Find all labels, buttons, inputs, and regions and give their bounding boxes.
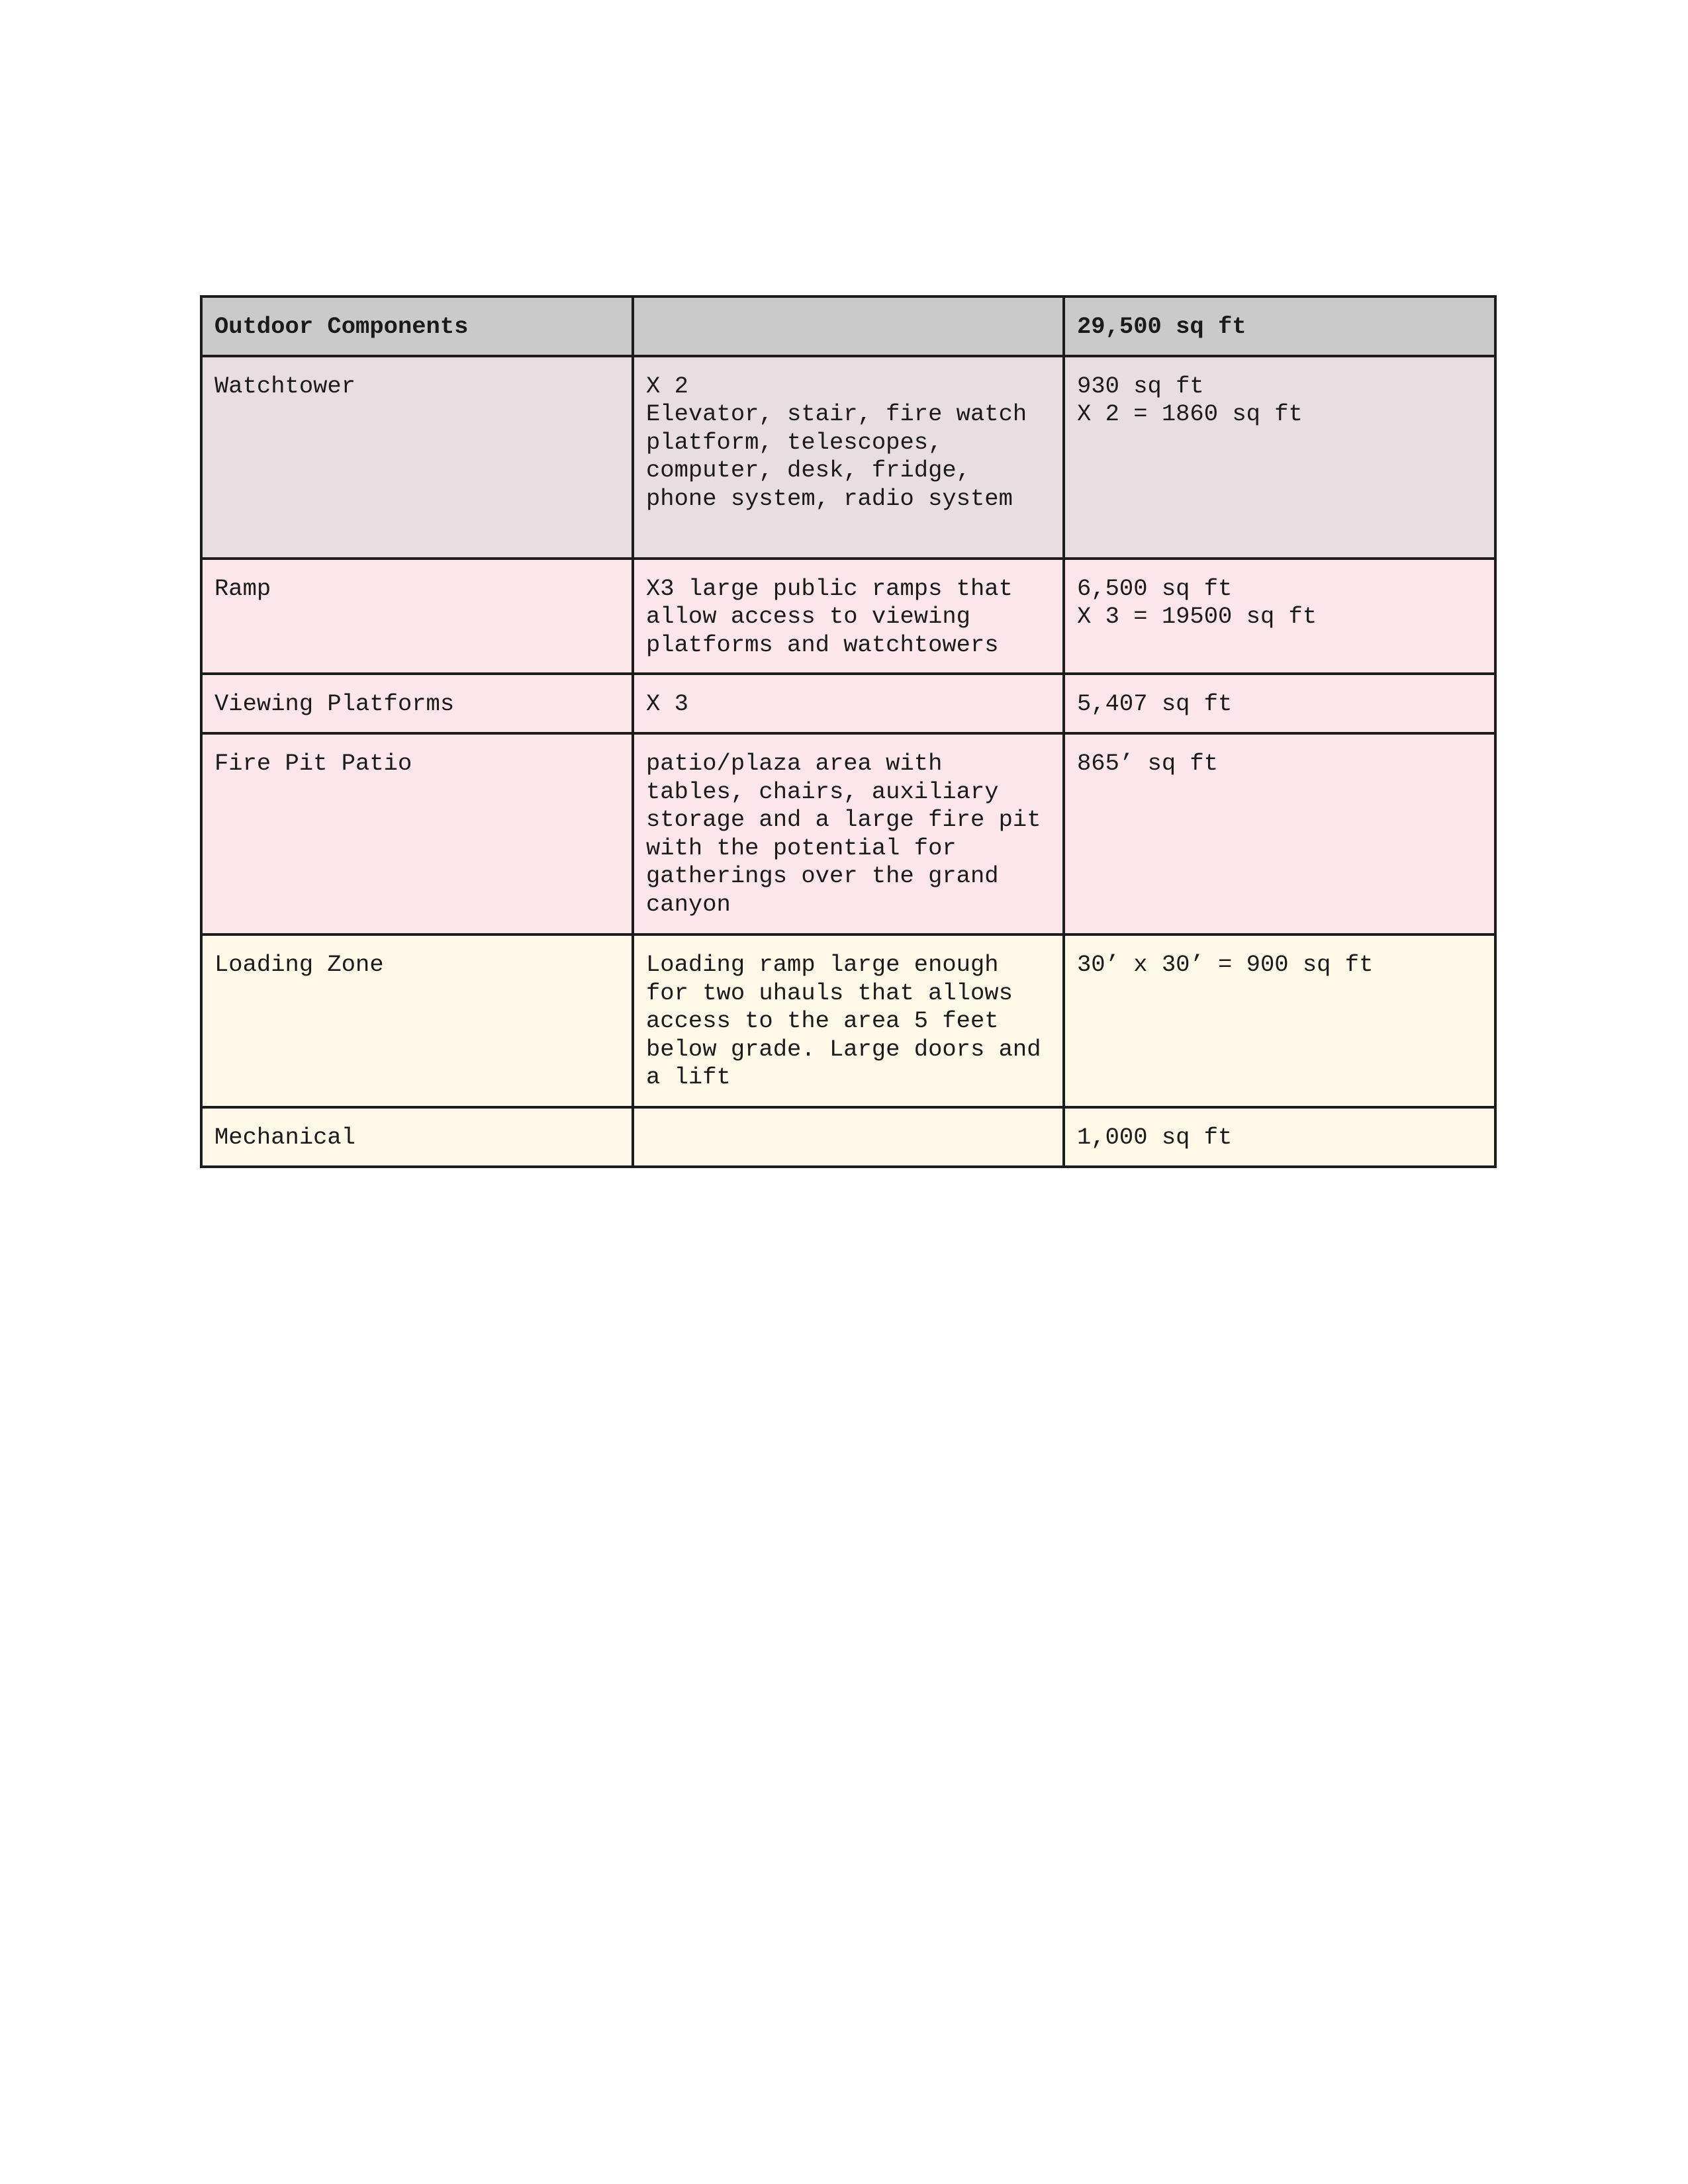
cell-area: 865’ sq ft	[1064, 733, 1495, 934]
table-header-row	[201, 296, 1495, 356]
cell-area: 5,407 sq ft	[1064, 674, 1495, 733]
table-row-mechanical	[201, 1107, 1495, 1167]
cell-area: 6,500 sq ft X 3 = 19500 sq ft	[1064, 559, 1495, 674]
header-cell-description	[633, 296, 1064, 356]
cell-description: Loading ramp large enough for two uhauls that allows access to the area 5 feet below grade. Large doors and a lift	[633, 934, 1064, 1107]
cell-component: Fire Pit Patio	[201, 733, 633, 934]
table-row-ramp	[201, 559, 1495, 674]
header-cell-total-area: 29,500 sq ft	[1064, 296, 1495, 356]
cell-description: X 2 Elevator, stair, fire watch platform, telescopes, computer, desk, fridge, phone system, radio system	[633, 356, 1064, 559]
table-row-fire-pit-patio	[201, 733, 1495, 934]
cell-area: 30’ x 30’ = 900 sq ft	[1064, 934, 1495, 1107]
table-row-viewing-platforms	[201, 674, 1495, 733]
table-row-watchtower	[201, 356, 1495, 559]
cell-component: Ramp	[201, 559, 633, 674]
cell-component: Viewing Platforms	[201, 674, 633, 733]
cell-description: patio/plaza area with tables, chairs, auxiliary storage and a large fire pit with the potential for gatherings over the grand canyon	[633, 733, 1064, 934]
cell-description: X 3	[633, 674, 1064, 733]
cell-description: X3 large public ramps that allow access to viewing platforms and watchtowers	[633, 559, 1064, 674]
cell-area: 1,000 sq ft	[1064, 1107, 1495, 1167]
table-row-loading-zone	[201, 934, 1495, 1107]
cell-component: Mechanical	[201, 1107, 633, 1167]
header-cell-component: Outdoor Components	[201, 296, 633, 356]
cell-component: Loading Zone	[201, 934, 633, 1107]
cell-area: 930 sq ft X 2 = 1860 sq ft	[1064, 356, 1495, 559]
cell-component: Watchtower	[201, 356, 633, 559]
cell-description	[633, 1107, 1064, 1167]
outdoor-components-table	[200, 295, 1497, 1168]
